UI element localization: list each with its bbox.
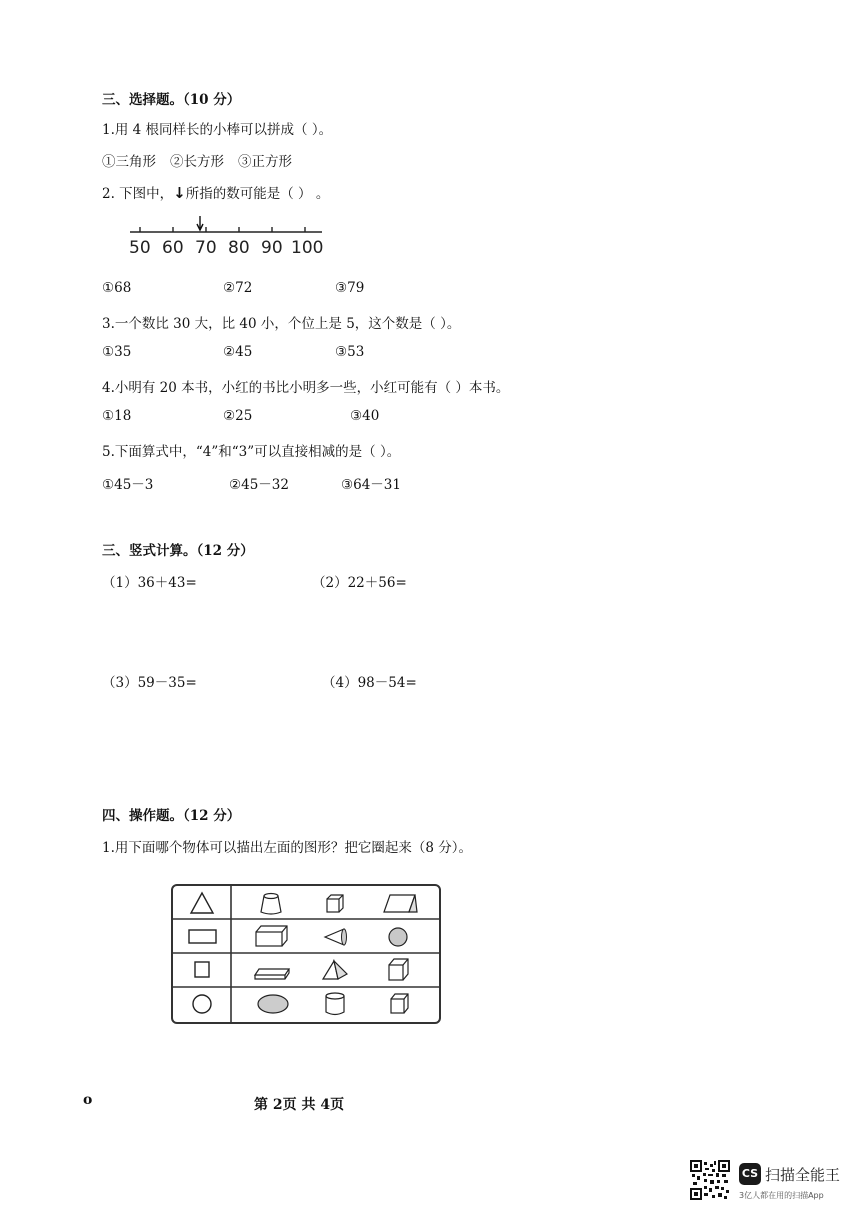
section-heading-operation: 四、操作题。（12 分） (102, 808, 241, 824)
cube-icon[interactable] (391, 994, 408, 1013)
camscanner-logo-icon: CS (739, 1163, 761, 1185)
q4-option-3: ③40 (350, 408, 380, 424)
q4-option-1: ①18 (102, 408, 132, 424)
q2-text-after: 所指的数可能是（ ） 。 (185, 186, 330, 202)
calc-problem-2: （2）22＋56= (312, 575, 407, 591)
page-number: 第 2页 共 4页 (254, 1097, 345, 1113)
triangular-prism-icon[interactable] (384, 895, 417, 912)
q3-option-1: ①35 (102, 344, 132, 360)
number-line-label: 60 (162, 238, 184, 258)
number-line-label: 70 (195, 238, 217, 258)
sphere-icon[interactable] (389, 928, 407, 946)
cuboid-icon[interactable] (256, 926, 287, 946)
q2-option-1: ①68 (102, 280, 132, 296)
footer-mark: o (83, 1092, 93, 1108)
q1-option-1: ①三角形 (102, 154, 156, 170)
section-heading-choice: 三、选择题。（10 分） (102, 92, 241, 108)
question-5: 5.下面算式中，“4”和“3”可以直接相减的是（ ）。 (102, 444, 401, 460)
question-1: 1.用 4 根同样长的小棒可以拼成（ ）。 (102, 122, 333, 138)
calc-problem-3: （3）59－35= (102, 675, 197, 691)
q2-text-before: 2. 下图中， (102, 186, 174, 202)
question-4: 4.小明有 20 本书，小红的书比小明多一些，小红可能有（ ）本书。 (102, 380, 510, 396)
qr-code-icon (690, 1160, 730, 1200)
cone-icon[interactable] (325, 929, 347, 945)
number-line-label: 90 (261, 238, 283, 258)
calc-problem-4: （4）98－54= (322, 675, 417, 691)
frustum-icon[interactable] (261, 894, 281, 915)
question-3: 3.一个数比 30 大，比 40 小，个位上是 5，这个数是（ ）。 (102, 316, 461, 332)
shape-object-table (171, 884, 441, 1024)
q2-option-2: ②72 (223, 280, 253, 296)
pyramid-icon[interactable] (323, 961, 347, 979)
ellipse-icon[interactable] (258, 995, 288, 1013)
watermark-slogan: 3亿人都在用的扫描App (739, 1191, 824, 1200)
cylinder-icon[interactable] (326, 993, 344, 1015)
watermark-brand: 扫描全能王 (765, 1166, 841, 1184)
q1-option-2: ②长方形 (170, 154, 224, 170)
q5-option-2: ②45－32 (229, 477, 289, 493)
q2-option-3: ③79 (335, 280, 365, 296)
pointer-arrow-icon (197, 216, 203, 230)
question-2 (102, 182, 329, 202)
number-line-label: 80 (228, 238, 250, 258)
operation-question-1: 1.用下面哪个物体可以描出左面的图形？把它圈起来（8 分）。 (102, 840, 473, 856)
q3-option-3: ③53 (335, 344, 365, 360)
q3-option-2: ②45 (223, 344, 253, 360)
q1-option-3: ③正方形 (238, 154, 292, 170)
cube-icon[interactable] (389, 959, 408, 980)
section-heading-vertical-calc: 三、竖式计算。（12 分） (102, 543, 254, 559)
q5-option-1: ①45－3 (102, 477, 154, 493)
circle-icon (193, 995, 211, 1013)
number-line-label: 50 (129, 238, 151, 258)
small-cube-icon[interactable] (327, 895, 343, 912)
square-icon (195, 962, 209, 977)
number-line (126, 212, 326, 262)
number-line-label: 100 (291, 238, 324, 258)
triangle-icon (191, 893, 213, 913)
rectangle-icon (189, 930, 216, 943)
q5-option-3: ③64－31 (341, 477, 401, 493)
flat-cuboid-icon[interactable] (255, 969, 289, 979)
calc-problem-1: （1）36＋43= (102, 575, 197, 591)
down-arrow-icon: ↓ (173, 184, 186, 202)
q4-option-2: ②25 (223, 408, 253, 424)
